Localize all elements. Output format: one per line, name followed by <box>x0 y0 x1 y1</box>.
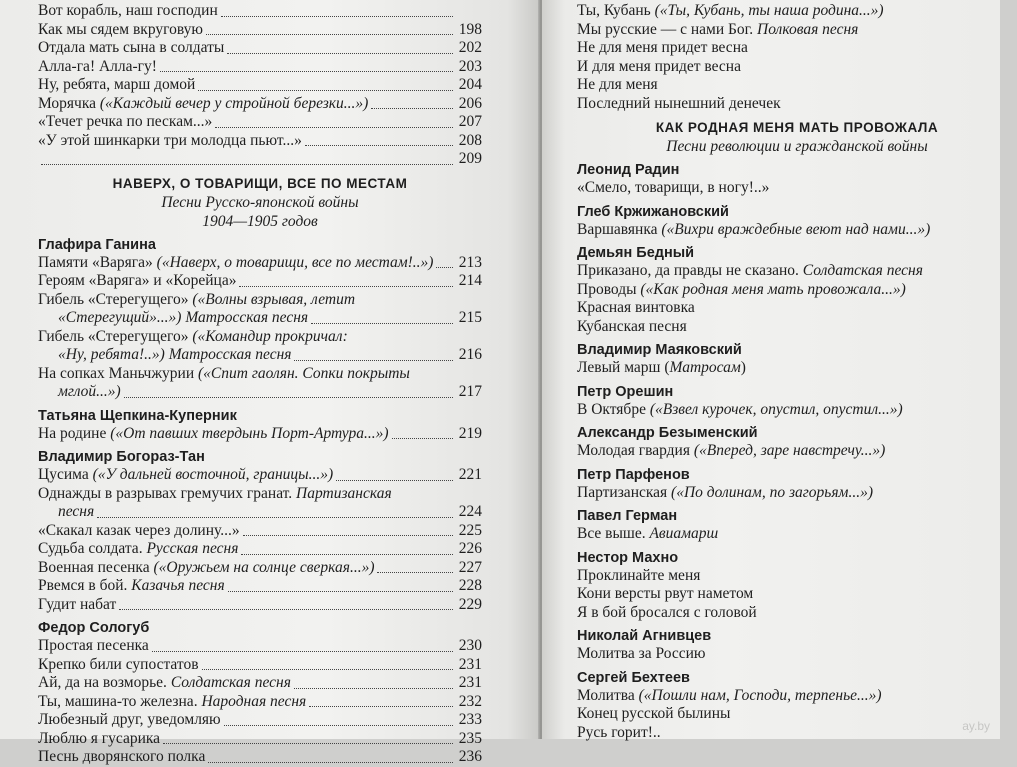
author-heading: Леонид Радин <box>577 162 680 178</box>
toc-entry: На родине («От павших твердынь Порт-Артура...») 219 <box>38 424 482 442</box>
toc-entry: Мы русские — с нами Бог. Полковая песня <box>577 20 859 38</box>
right-contents-column <box>577 2 1017 742</box>
toc-entry: Партизанская («По долинам, по загорьям...») <box>577 483 873 501</box>
toc-entry: Гудит набат 229 <box>38 595 482 613</box>
author-heading: Сергей Бехтеев <box>577 669 690 686</box>
toc-entry: Рвемся в бой. Казачья песня 228 <box>38 577 482 594</box>
toc-entry: Приказано, да правды не сказано. Солдатская песня <box>577 262 923 279</box>
author-entries <box>577 179 1017 198</box>
toc-entry <box>38 150 482 169</box>
toc-entry: Не для меня <box>577 76 658 93</box>
toc-entry: Судьба солдата. Русская песня 226 <box>38 540 482 557</box>
toc-entry: На сопках Маньчжурии («Спит гаолян. Сопки покрыты <box>38 364 410 382</box>
toc-entry: Гибель «Стерегущего» («Волны взрывая, летит <box>38 290 356 308</box>
toc-entry: «Течет речка по пескам...» 207 <box>38 113 482 130</box>
toc-entry: Проклинайте меня <box>577 566 701 584</box>
author-entries <box>38 425 482 444</box>
left-contents-column <box>38 2 482 767</box>
toc-entry: Как мы сядем вкруговую 198 <box>38 20 482 38</box>
page-number: 217 <box>458 383 482 400</box>
author-entries <box>577 567 1017 623</box>
author-entries <box>577 687 1017 743</box>
section-subtitle: Песни революции и гражданской войны <box>666 138 928 155</box>
page-number: 198 <box>458 20 482 38</box>
toc-entry: Левый марш (Матросам) <box>577 359 746 376</box>
author-heading: Глафира Ганина <box>38 236 156 253</box>
toc-entry: Морячка («Каждый вечер у стройной березки...») 206 <box>38 94 482 112</box>
toc-entry: Ну, ребята, марш домой 204 <box>38 76 482 93</box>
author-heading: Петр Парфенов <box>577 466 690 483</box>
author-entries <box>38 522 482 615</box>
toc-entry: Отдала мать сына в солдаты 202 <box>38 39 482 56</box>
toc-entry: «У этой шинкарки три молодца пьют...» 208 <box>38 131 482 149</box>
toc-entry: «Смело, товарищи, в ногу!..» <box>577 179 770 196</box>
toc-entry-continued: «Стерегущий»...») Матросская песня 215 <box>58 309 482 326</box>
page-number: 231 <box>458 655 482 673</box>
section-years: 1904—1905 годов <box>202 212 318 230</box>
author-entries <box>577 262 1017 336</box>
toc-entry: Алла-га! Алла-гу! 203 <box>38 57 482 75</box>
page-number: 227 <box>458 558 482 576</box>
right-page <box>542 0 1000 739</box>
toc-entry: Ты, Кубань («Ты, Кубань, ты наша родина...») <box>577 2 884 19</box>
page-number: 228 <box>458 577 482 594</box>
watermark: ay.by <box>962 719 990 733</box>
author-heading: Татьяна Щепкина-Куперник <box>38 407 237 424</box>
toc-entry: Последний нынешний денечек <box>577 94 781 112</box>
page-number: 231 <box>458 674 482 691</box>
author-heading: Владимир Богораз-Тан <box>38 449 205 465</box>
page-number: 236 <box>458 748 482 765</box>
author-entries <box>577 359 1017 378</box>
page-number: 215 <box>458 309 482 326</box>
page-number: 213 <box>458 253 482 271</box>
page-number: 229 <box>458 595 482 613</box>
toc-entry: Все выше. Авиамарш <box>577 525 719 542</box>
toc-entry-continued: песня 224 <box>58 503 482 520</box>
toc-entry: Военная песенка («Оружьем на солнце сверкая...») 227 <box>38 558 482 576</box>
toc-entry: И для меня придет весна <box>577 57 741 75</box>
toc-entry: Кубанская песня <box>577 317 687 335</box>
toc-entry: Кони версты рвут наметом <box>577 585 754 602</box>
author-heading: Федор Сологуб <box>38 620 150 636</box>
toc-entry: Молодая гвардия («Вперед, заре навстречу...») <box>577 442 886 459</box>
author-entries <box>38 466 482 485</box>
page-number: 233 <box>458 711 482 728</box>
toc-entry: В Октябре («Взвел курочек, опустил, опустил...») <box>577 400 903 418</box>
toc-entry-continued: «Ну, ребята!..») Матросская песня 216 <box>58 346 482 363</box>
page-number: 202 <box>458 39 482 56</box>
toc-entry: Вот корабль, наш господин <box>38 2 482 21</box>
author-entries <box>577 525 1017 544</box>
toc-entry: Молитва за Россию <box>577 645 706 662</box>
toc-entry: Однажды в разрывах гремучих гранат. Партизанская <box>38 484 392 502</box>
toc-entry: Ты, машина-то железна. Народная песня 232 <box>38 692 482 710</box>
toc-entry: Проводы («Как родная меня мать провожала...») <box>577 280 906 298</box>
toc-entry: Конец русской былины <box>577 705 731 722</box>
toc-entry: Героям «Варяга» и «Корейца» 214 <box>38 272 482 289</box>
toc-entry: Гибель «Стерегущего» («Командир прокричал: <box>38 327 348 345</box>
author-heading: Нестор Махно <box>577 549 679 566</box>
section-title: КАК РОДНАЯ МЕНЯ МАТЬ ПРОВОЖАЛА <box>655 120 939 135</box>
page-number: 226 <box>458 540 482 557</box>
section-subtitle: Песни Русско-японской войны <box>161 193 359 211</box>
toc-entry: Простая песенка 230 <box>38 637 482 654</box>
author-heading: Владимир Маяковский <box>577 342 742 358</box>
toc-entry: Крепко били супостатов 231 <box>38 655 482 673</box>
author-heading: Николай Агнивцев <box>577 628 712 644</box>
page-number: 207 <box>458 113 482 130</box>
toc-entry: «Скакал казак через долину...» 225 <box>38 521 482 539</box>
page-number: 206 <box>458 94 482 112</box>
section-title: НАВЕРХ, О ТОВАРИЩИ, ВСЕ ПО МЕСТАМ <box>112 175 408 191</box>
page-number: 230 <box>458 637 482 654</box>
page-number: 214 <box>458 272 482 289</box>
toc-entry: Я в бой бросался с головой <box>577 603 757 621</box>
author-heading: Демьян Бедный <box>577 245 695 261</box>
toc-entry: Русь горит!.. <box>577 723 661 741</box>
author-heading: Глеб Кржижановский <box>577 203 729 220</box>
author-heading: Александр Безыменский <box>577 425 758 441</box>
toc-entry: Ай, да на возморье. Солдатская песня 231 <box>38 674 482 691</box>
left-top-entries <box>38 2 482 169</box>
page-number: 216 <box>458 346 482 363</box>
author-heading: Петр Орешин <box>577 383 674 400</box>
page-number: 209 <box>458 150 482 167</box>
toc-entry: Варшавянка («Вихри враждебные веют над нами...») <box>577 220 931 238</box>
author-heading: Павел Герман <box>577 508 678 524</box>
toc-entry: Песнь дворянского полка 236 <box>38 748 482 765</box>
toc-entry: Люблю я гусарика 235 <box>38 729 482 747</box>
page-number: 235 <box>458 729 482 747</box>
author-entries <box>577 442 1017 461</box>
author-entries <box>577 221 1017 240</box>
toc-entry: Красная винтовка <box>577 299 695 316</box>
author-entries <box>577 401 1017 420</box>
author-entries <box>577 484 1017 503</box>
page-number: 225 <box>458 521 482 539</box>
author-entries <box>38 254 482 291</box>
author-entries <box>38 637 482 767</box>
page-number: 232 <box>458 692 482 710</box>
page-number: 204 <box>458 76 482 93</box>
toc-entry: Не для меня придет весна <box>577 39 748 56</box>
page-number: 203 <box>458 57 482 75</box>
page-number: 208 <box>458 131 482 149</box>
right-top-entries <box>577 2 1017 113</box>
page-number: 219 <box>458 424 482 442</box>
toc-entry: Цусима («У дальней восточной, границы...») 221 <box>38 466 482 483</box>
toc-entry: Памяти «Варяга» («Наверх, о товарищи, все по местам!..») 213 <box>38 253 482 271</box>
page-number: 224 <box>458 503 482 520</box>
author-entries <box>577 645 1017 664</box>
toc-entry: Молитва («Пошли нам, Господи, терпенье...») <box>577 686 882 704</box>
page-number: 221 <box>458 466 482 483</box>
toc-entry: Любезный друг, уведомляю 233 <box>38 711 482 728</box>
toc-entry-continued: мглой...») 217 <box>58 383 482 400</box>
